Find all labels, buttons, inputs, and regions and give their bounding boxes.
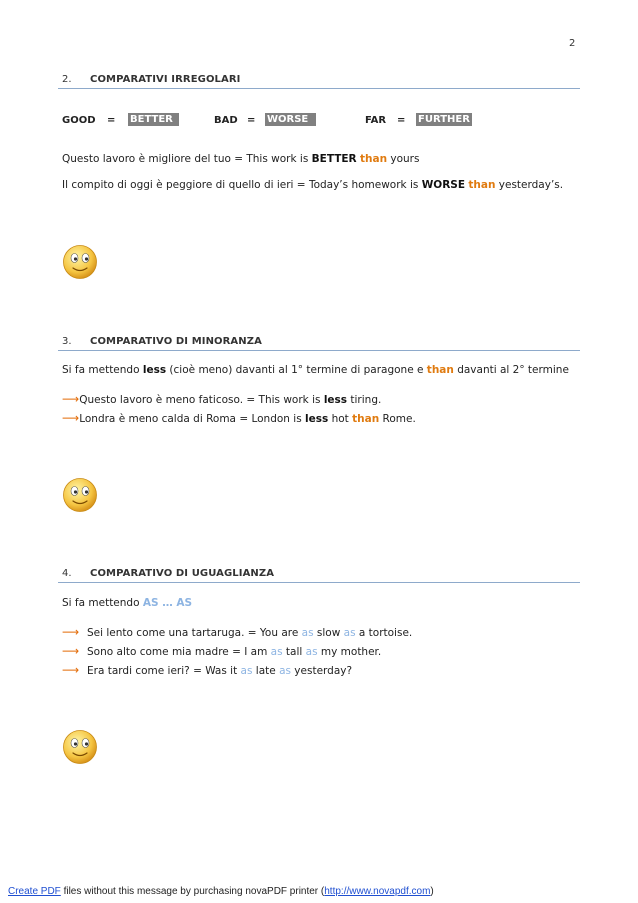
create-pdf-link[interactable]: Create PDF	[8, 886, 61, 897]
good-word: GOOD	[62, 115, 96, 126]
as-word: as	[343, 627, 356, 639]
section-number: 3.	[62, 336, 72, 347]
worse-box	[265, 114, 316, 125]
text: Questo lavoro è migliore del tuo = This work is	[62, 153, 312, 165]
text: Rome.	[379, 413, 416, 425]
text: Si fa mettendo	[62, 364, 143, 376]
further-box	[416, 114, 472, 125]
text: slow	[313, 627, 344, 639]
worse-word: WORSE	[265, 113, 316, 126]
text: yesterday’s.	[495, 179, 564, 191]
than-word: than	[359, 153, 388, 165]
text: Era tardi come ieri? = Was it	[87, 665, 241, 677]
example-worse	[62, 179, 563, 191]
text: hot	[328, 413, 353, 425]
equals-sign: =	[397, 115, 406, 126]
section-number: 2.	[62, 74, 72, 85]
novapdf-link[interactable]: http://www.novapdf.com	[324, 886, 431, 897]
text: late	[252, 665, 280, 677]
section-heading-minority	[62, 336, 262, 347]
section-number: 4.	[62, 568, 72, 579]
arrow-right-icon: ⟶	[62, 663, 80, 677]
section-rule	[58, 88, 580, 89]
as-word: as	[279, 665, 291, 677]
arrow-right-icon: ⟶	[62, 411, 80, 425]
less-word: less	[142, 364, 167, 376]
text: yours	[387, 153, 420, 165]
text: yesterday?	[290, 665, 353, 677]
equality-rule	[62, 597, 192, 609]
section-heading-irregular	[62, 74, 240, 85]
irregular-good	[62, 115, 96, 126]
equality-example-1	[62, 625, 412, 639]
text: Londra è meno calda di Roma = London is	[79, 413, 306, 425]
text: Si fa mettendo	[62, 597, 143, 609]
section-title: COMPARATIVI IRREGOLARI	[90, 74, 241, 85]
page-number: 2	[569, 38, 576, 49]
as-word: as	[270, 646, 283, 658]
equals-sign: =	[107, 115, 116, 126]
better-word: BETTER	[128, 113, 179, 126]
as-word: as	[305, 646, 318, 658]
than-word: than	[426, 364, 454, 376]
text: Questo lavoro è meno faticoso. = This work is	[79, 394, 324, 406]
better-box	[128, 114, 179, 125]
bold-word: BETTER	[311, 153, 357, 165]
as-as-phrase: AS … AS	[142, 597, 193, 609]
section-title: COMPARATIVO DI UGUAGLIANZA	[90, 568, 275, 579]
section-heading-equality	[62, 568, 274, 579]
than-word: than	[468, 179, 496, 191]
text: davanti al 2° termine	[453, 364, 569, 376]
bold-word: WORSE	[421, 179, 466, 191]
minority-example-1	[62, 392, 381, 406]
smiley-icon	[62, 477, 98, 513]
equality-example-3	[62, 663, 352, 677]
text: tall	[282, 646, 306, 658]
text: tiring.	[347, 394, 382, 406]
smiley-icon	[62, 244, 98, 280]
text: Il compito di oggi è peggiore di quello di ieri = Today’s homework is	[62, 179, 422, 191]
arrow-right-icon: ⟶	[62, 644, 80, 658]
equals-sign: =	[247, 115, 256, 126]
footer-watermark	[8, 886, 434, 897]
text: (cioè meno) davanti al 1° termine di paragone e	[166, 364, 427, 376]
footer-text: )	[430, 886, 434, 897]
text: Sono alto come mia madre = I am	[87, 646, 271, 658]
arrow-right-icon: ⟶	[62, 392, 80, 406]
section-title: COMPARATIVO DI MINORANZA	[90, 336, 262, 347]
than-word: than	[352, 413, 380, 425]
equality-example-2	[62, 644, 381, 658]
minority-rule	[62, 364, 569, 376]
far-word: FAR	[365, 115, 387, 126]
bad-word: BAD	[214, 115, 238, 126]
minority-example-2	[62, 411, 416, 425]
arrow-right-icon: ⟶	[62, 625, 80, 639]
text: a tortoise.	[355, 627, 413, 639]
as-word: as	[301, 627, 314, 639]
less-word: less	[323, 394, 348, 406]
section-rule	[58, 350, 580, 351]
less-word: less	[305, 413, 329, 425]
text: my mother.	[317, 646, 382, 658]
as-word: as	[240, 665, 253, 677]
further-word: FURTHER	[418, 114, 470, 125]
footer-text: files without this message by purchasing novaPDF printer (	[60, 886, 325, 897]
smiley-icon	[62, 729, 98, 765]
section-rule	[58, 582, 580, 583]
example-better	[62, 153, 419, 165]
text: Sei lento come una tartaruga. = You are	[87, 627, 302, 639]
